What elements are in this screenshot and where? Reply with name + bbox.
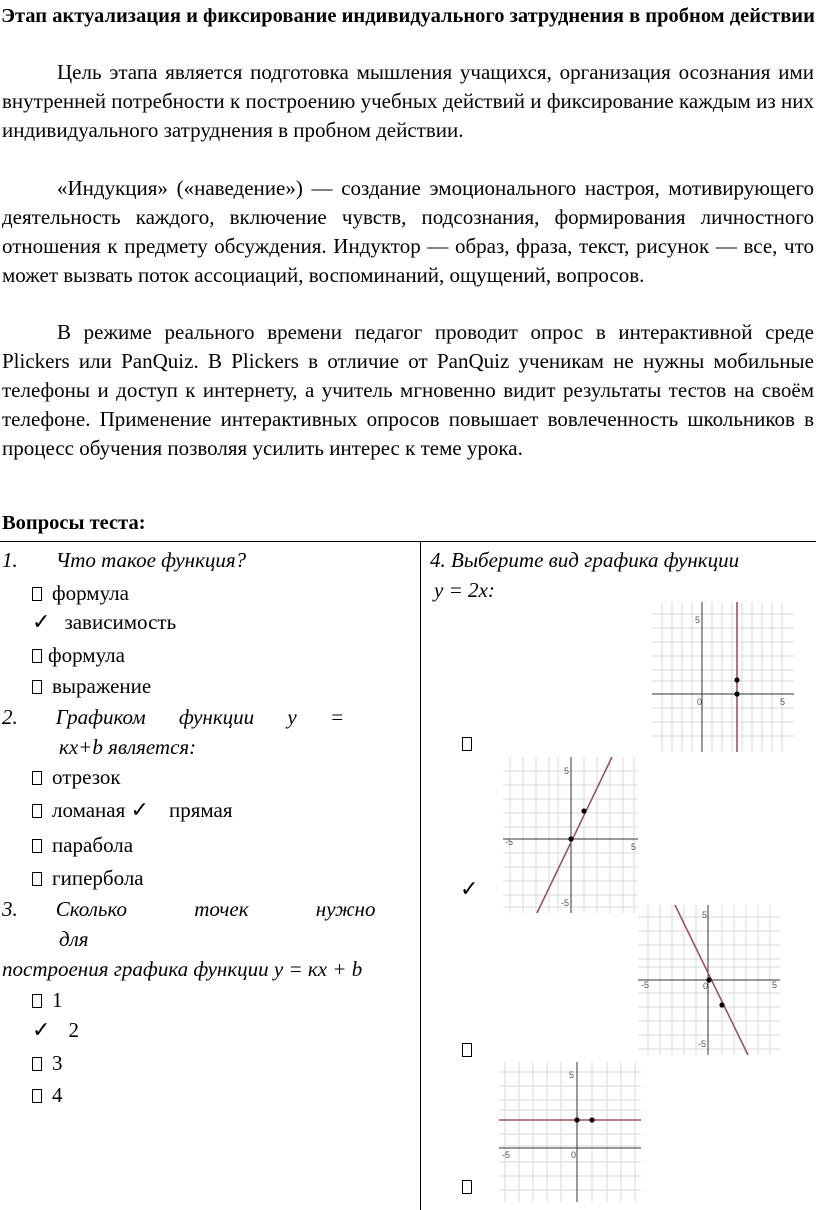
q2-option-1[interactable]: отрезок	[32, 764, 121, 790]
graph-4-checkbox[interactable]	[462, 1180, 472, 1194]
graph-3-label-5: 5	[702, 910, 708, 920]
q2-option-5[interactable]: гипербола	[32, 865, 144, 891]
checkbox-icon[interactable]	[32, 1057, 42, 1071]
graph-2-label-x5: 5	[631, 842, 637, 852]
question-2-text-b: кх+b является:	[59, 735, 197, 759]
graph-increasing-line	[503, 757, 638, 913]
graph-1-label-5: 5	[695, 615, 701, 625]
question-1-number: 1.	[2, 548, 18, 572]
graph-2-label-neg5: -5	[505, 837, 514, 847]
q1-option-1[interactable]: формула	[32, 580, 129, 606]
paragraph-goal: Цель этапа является подготовка мышления учащихся, организация осознания ими внутренней потребности к построению учебных действий и фиксирование каждым из них индивидуального затруднения в пробном действии.	[2, 60, 814, 142]
question-1	[2, 545, 246, 575]
questions-heading: Вопросы теста:	[2, 512, 146, 534]
checkbox-icon[interactable]	[32, 872, 42, 886]
graph-2-label-5: 5	[564, 766, 570, 776]
q1-option-3[interactable]: формула	[32, 642, 125, 668]
checkbox-icon[interactable]	[32, 994, 42, 1008]
question-2	[2, 702, 382, 762]
graph-1-label-x5: 5	[780, 697, 786, 707]
page-title: Этап актуализация и фиксирование индивидуального затруднения в пробном действии	[1, 5, 815, 27]
q1-option-4[interactable]: выражение	[32, 673, 151, 699]
checkbox-icon[interactable]	[32, 839, 42, 853]
checkbox-icon[interactable]	[32, 649, 42, 663]
checkbox-icon[interactable]	[32, 771, 42, 785]
q1-option-2[interactable]: ✓ зависимость	[32, 609, 177, 634]
question-2-text-a: Графиком функции y =	[55, 705, 345, 729]
question-3-number: 3.	[2, 897, 18, 921]
question-4-text-b: y = 2x:	[434, 578, 495, 602]
question-3-text-b: для	[59, 927, 89, 951]
graph-3-checkbox[interactable]	[462, 1043, 472, 1057]
question-3	[2, 894, 422, 984]
graph-1-label-0: 0	[697, 697, 703, 707]
graph-3-label-0: 0	[703, 981, 709, 991]
graph-4-label-neg5: -5	[502, 1150, 511, 1160]
graph-1-checkbox[interactable]	[462, 737, 472, 751]
graph-decreasing-line	[638, 905, 780, 1055]
graph-3-label-x5: 5	[772, 980, 778, 990]
graph-2-label-y-neg5: -5	[561, 898, 570, 908]
question-1-text: Что такое функция?	[55, 548, 247, 572]
graph-3-label-y-neg5: -5	[698, 1039, 707, 1049]
question-3-text-a: Сколько точек нужно	[55, 897, 376, 921]
checkmark-icon[interactable]: ✓	[130, 797, 149, 822]
question-3-text-c: построения графика функции y = кх + b	[2, 957, 363, 981]
graph-2-checkmark-icon[interactable]: ✓	[460, 876, 479, 901]
paragraph-interactive: В режиме реального времени педагог проводит опрос в интерактивной среде Plickers или PanQuiz. В Plickers в отличие от PanQuiz ученикам не нужны мобильные телефоны и доступ к интернету, а учитель мгновенно видит результаты тестов на своём телефоне. Применение интерактивных опросов повышает вовлеченность школьников в процесс обучения позволяя усилить интерес к теме урока.	[2, 320, 814, 460]
q3-option-3[interactable]: 3	[32, 1050, 63, 1076]
checkbox-icon[interactable]	[32, 587, 42, 601]
graph-3-label-neg5: -5	[641, 980, 650, 990]
table-divider	[420, 541, 421, 1210]
question-2-number: 2.	[2, 705, 18, 729]
question-4	[430, 545, 739, 605]
q2-option-4[interactable]: парабола	[32, 832, 133, 858]
q3-option-2[interactable]: ✓ 2	[32, 1017, 79, 1042]
graph-vertical-line	[652, 602, 794, 752]
q3-option-1[interactable]: 1	[32, 987, 63, 1013]
checkmark-icon[interactable]: ✓	[32, 1017, 51, 1042]
table-top-border	[0, 541, 816, 542]
graph-4-label-5: 5	[569, 1070, 575, 1080]
q2-option-2[interactable]: ломаная ✓ прямая	[32, 797, 232, 823]
q3-option-4[interactable]: 4	[32, 1082, 63, 1108]
graph-horizontal-line	[499, 1062, 641, 1202]
checkmark-icon[interactable]: ✓	[32, 609, 51, 634]
checkbox-icon[interactable]	[32, 1089, 42, 1103]
checkbox-icon[interactable]	[32, 680, 42, 694]
paragraph-induction: «Индукция» («наведение») — создание эмоционального настроя, мотивирующего деятельность каждого, включение чувств, подсознания, формирования личностного отношения к предмету обсуждения. Индуктор — образ, фраза, текст, рисунок — все, что может вызвать поток ассоциаций, воспоминаний, ощущений, вопросов.	[2, 176, 814, 287]
checkbox-icon[interactable]	[32, 804, 42, 818]
question-4-text-a: 4. Выберите вид графика функции	[430, 548, 740, 572]
graph-4-label-0: 0	[571, 1150, 577, 1160]
